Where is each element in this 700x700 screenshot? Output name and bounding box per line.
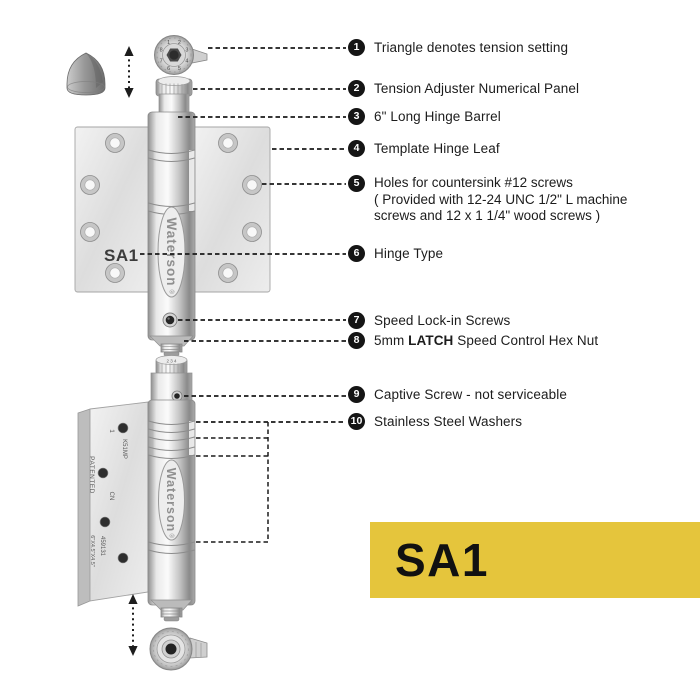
svg-text:2: 2 — [177, 40, 181, 46]
callout-label: Stainless Steel Washers — [374, 414, 523, 429]
bottom-hinge-leaf — [78, 402, 148, 606]
leaf-hole — [219, 264, 238, 283]
svg-text:K51MP: K51MP — [121, 439, 127, 459]
svg-text:CN: CN — [108, 491, 114, 501]
callout-label: Template Hinge Leaf — [374, 141, 500, 156]
leaf-hole — [81, 223, 100, 242]
svg-text:4: 4 — [185, 58, 189, 65]
leaf-hole — [219, 134, 238, 153]
callout-label: Tension Adjuster Numerical Panel — [374, 81, 580, 96]
leaf-hole — [243, 223, 262, 242]
callout-label-line: ( Provided with 12-24 UNC 1/2" L machine — [374, 191, 628, 207]
callout-label: Hinge Type — [374, 246, 444, 261]
callout-label: Speed Lock-in Screws — [374, 313, 511, 328]
callout-row-1 — [348, 39, 568, 56]
callout-label-line: screws and 12 x 1 1/4" wood screws ) — [374, 208, 601, 223]
callout-label — [374, 175, 627, 225]
latch-speed-control-hex-nut — [161, 344, 182, 356]
callout-number-badge: 4 — [348, 140, 365, 157]
captive-screw — [172, 391, 182, 401]
callout-number-badge: 10 — [348, 413, 365, 430]
tension-pointer-triangle-tab — [192, 49, 207, 63]
speed-lock-in-screw — [163, 313, 177, 327]
svg-text:PATENTED: PATENTED — [88, 456, 95, 494]
callout-row-6 — [348, 245, 443, 262]
callout-number-badge: 2 — [348, 80, 365, 97]
leaf-hole — [243, 176, 262, 195]
washer-bracket-lines — [196, 422, 268, 542]
svg-text:5: 5 — [177, 65, 181, 72]
svg-text:459131: 459131 — [99, 535, 105, 557]
svg-text:6"X4.5"X4.5": 6"X4.5"X4.5" — [89, 535, 95, 567]
callout-label-line: Holes for countersink #12 screws — [374, 175, 573, 190]
bottom-hex-nut — [161, 608, 182, 621]
callout-label: Triangle denotes tension setting — [374, 40, 569, 55]
svg-text:7: 7 — [159, 58, 163, 65]
cone-tip-cap — [67, 53, 105, 95]
callout-row-10 — [348, 413, 522, 430]
callout-row-4 — [348, 140, 500, 157]
callout-label-part: 5mm — [374, 333, 405, 348]
adjust-arrow-bottom — [128, 594, 137, 656]
svg-text:1: 1 — [108, 429, 115, 433]
callout-row-5 — [348, 175, 627, 225]
callout-row-2 — [348, 80, 579, 97]
model-badge-text: SA1 — [395, 534, 489, 586]
bottom-tension-dial — [150, 628, 207, 670]
svg-text:1: 1 — [167, 40, 171, 46]
brand-logo-text: Waterson — [164, 467, 178, 533]
callout-number-badge: 5 — [348, 175, 365, 192]
callout-number-badge: 1 — [348, 39, 365, 56]
callout-label — [374, 332, 598, 349]
waterson-logo-badge-bottom — [159, 460, 185, 540]
svg-text:3: 3 — [185, 47, 189, 54]
top-hinge-barrel — [148, 77, 195, 356]
callout-label: Captive Screw - not serviceable — [374, 387, 567, 402]
waterson-logo-badge-top — [158, 207, 185, 297]
callout-number-badge: 3 — [348, 108, 365, 125]
cap-numeric-panel: 2 3 4 — [166, 358, 177, 364]
callout-label-part: Speed Control Hex Nut — [457, 333, 599, 348]
registered-trademark-icon: ® — [167, 289, 174, 294]
leaf-hole — [106, 264, 125, 283]
callout-number-badge: 9 — [348, 386, 365, 403]
registered-trademark-icon: ® — [167, 533, 174, 538]
callout-row-3 — [348, 108, 501, 125]
leaf-hole — [81, 176, 100, 195]
brand-logo-text: Waterson — [164, 217, 179, 287]
adjust-arrow-top — [124, 46, 133, 98]
callout-row-8 — [348, 332, 598, 349]
callout-number-badge: 8 — [348, 332, 365, 349]
callout-label-bold: LATCH — [408, 333, 454, 348]
callout-row-7 — [348, 312, 510, 329]
leaf-model-marking: SA1 — [104, 246, 139, 265]
callout-number-badge: 6 — [348, 245, 365, 262]
model-badge — [370, 522, 700, 598]
svg-text:6: 6 — [167, 65, 171, 72]
leaf-hole — [106, 134, 125, 153]
callout-label: 6" Long Hinge Barrel — [374, 109, 501, 124]
callout-row-9 — [348, 386, 567, 403]
svg-text:8: 8 — [159, 47, 163, 54]
callout-number-badge: 7 — [348, 312, 365, 329]
tension-adjuster-dial — [155, 36, 208, 75]
